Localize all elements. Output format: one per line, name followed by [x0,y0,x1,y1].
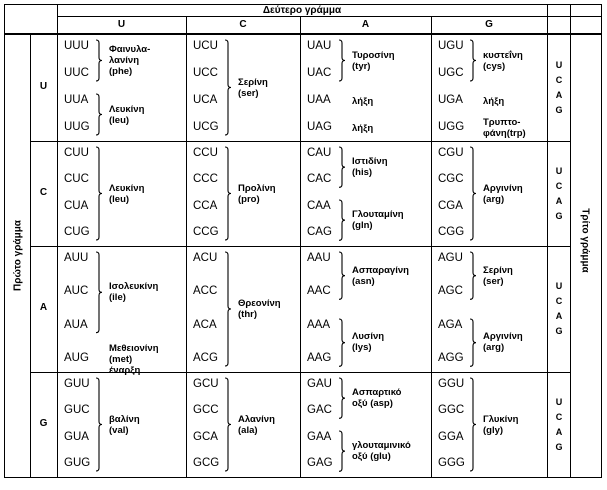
codon-aug: AUG [64,352,89,364]
codon-aag: AAG [307,352,332,364]
amino-acid-label: Θρεονίνη (thr) [238,298,281,320]
grid-line [30,141,547,142]
amino-acid-label: κυστεΐνη (cys) [483,49,523,72]
amino-acid-label: λήξη [483,95,505,107]
codon-cuu: CUU [64,147,89,159]
grid-line [431,16,432,478]
codon-uga: UGA [438,94,463,106]
amino-acid-label: λήξη [352,122,374,134]
codon-uag: UAG [307,121,332,133]
amino-acid-label: γλουταμινικό οξύ (glu) [352,439,411,462]
first-letter-label: Πρώτο γράμμα [12,220,24,291]
grid-line [57,4,58,478]
codon-uca: UCA [193,94,218,106]
codon-auc: AUC [64,285,89,298]
third-letter-g: G [555,441,563,452]
codon-ucg: UCG [193,121,219,133]
third-letter-g: G [555,210,563,221]
codon-acg: ACG [193,352,218,364]
codon-cgg: CGG [438,226,465,238]
codon-aaa: AAA [307,318,331,331]
grid-line [30,246,547,247]
codon-cua: CUA [64,199,89,212]
grid-line [547,4,548,478]
curly-brace-icon [95,251,103,334]
codon-gcc: GCC [193,404,219,417]
first-letter-c: C [39,186,48,198]
curly-brace-icon [469,318,477,367]
third-letter-u: U [555,165,563,176]
codon-aga: AGA [438,318,463,331]
amino-acid-label: Μεθειονίνη (met) έναρξη [109,342,159,376]
curly-brace-icon [338,430,346,472]
second-letter-title: Δεύτερο γράμμα [262,5,342,16]
codon-uuc: UUC [64,67,89,79]
amino-acid-label: Λυσίνη (lys) [352,331,385,354]
codon-uuu: UUU [64,40,89,52]
curly-brace-icon [469,377,477,472]
codon-gaa: GAA [307,430,332,443]
amino-acid-label: Γλουταμίνη (gln) [352,208,404,231]
amino-acid-label: Φαινυλα- λανίνη (phe) [109,44,151,77]
codon-gcg: GCG [193,457,220,469]
amino-acid-label: Αργινίνη (arg) [483,182,523,205]
codon-gag: GAG [307,457,333,469]
amino-acid-label: Τυροσίνη (tyr) [352,49,395,72]
codon-cag: CAG [307,226,332,238]
codon-ugc: UGC [438,67,464,79]
third-letter-g: G [555,104,563,115]
third-letter-c: C [555,74,563,85]
codon-acu: ACU [193,252,218,264]
codon-aua: AUA [64,318,88,331]
amino-acid-label: Τρυπτο- φάνη(trp) [483,117,526,139]
amino-acid-label: Σερίνη (ser) [238,76,268,99]
curly-brace-icon [95,39,103,82]
curly-brace-icon [338,199,346,241]
curly-brace-icon [469,251,477,300]
third-letter-label: Τρίτο γράμμα [579,208,591,273]
third-letter-a: A [555,311,563,321]
codon-uua: UUA [64,94,89,106]
codon-cca: CCA [193,199,218,212]
grid-line [547,141,570,142]
grid-line [300,16,301,478]
column-header-g: G [485,19,493,30]
codon-ucc: UCC [193,67,218,79]
third-letter-u: U [555,396,563,407]
codon-gug: GUG [64,457,91,469]
curly-brace-icon [469,146,477,241]
codon-gca: GCA [193,430,218,443]
curly-brace-icon [338,377,346,419]
amino-acid-label: βαλίνη (val) [109,413,140,436]
codon-cuc: CUC [64,173,89,186]
grid-line [186,16,187,478]
codon-aau: AAU [307,252,331,264]
grid-line [4,4,5,478]
first-letter-a: A [39,302,48,313]
codon-ccg: CCG [193,226,219,238]
codon-caa: CAA [307,199,331,212]
first-letter-u: U [39,80,48,92]
third-letter-c: C [555,180,563,191]
third-letter-u: U [555,59,563,70]
third-letter-g: G [555,326,563,336]
codon-ggg: GGG [438,457,465,469]
grid-line [601,4,602,478]
curly-brace-icon [469,39,477,82]
amino-acid-label: Λευκίνη (leu) [109,182,145,205]
codon-cga: CGA [438,199,463,212]
amino-acid-label: Ισολευκίνη (ile) [109,281,159,304]
curly-brace-icon [224,39,232,136]
third-letter-a: A [555,89,563,100]
third-letter-c: C [555,296,563,306]
curly-brace-icon [224,251,232,367]
codon-gga: GGA [438,430,464,443]
codon-aca: ACA [193,318,217,331]
third-letter-a: A [555,426,563,437]
codon-agc: AGC [438,285,463,298]
curly-brace-icon [95,93,103,136]
codon-guc: GUC [64,404,90,417]
grid-line [570,4,571,478]
codon-cgu: CGU [438,147,464,159]
column-header-a: A [361,19,370,30]
curly-brace-icon [338,251,346,300]
codon-ggu: GGU [438,378,465,390]
codon-acc: ACC [193,285,218,298]
codon-cug: CUG [64,226,90,238]
codon-gau: GAU [307,378,332,390]
codon-agg: AGG [438,352,464,364]
amino-acid-label: Αλανίνη (ala) [238,413,275,436]
amino-acid-label: Σερίνη (ser) [483,264,513,287]
amino-acid-label: λήξη [352,95,374,107]
curly-brace-icon [95,146,103,241]
codon-cau: CAU [307,147,332,159]
amino-acid-label: Λευκίνη (leu) [109,103,145,126]
codon-ggc: GGC [438,404,465,417]
amino-acid-label: Ασπαρτικό οξύ (asp) [352,387,402,410]
codon-gua: GUA [64,430,89,443]
grid-line [4,477,602,478]
amino-acid-label: Αργινίνη (arg) [483,331,523,354]
third-letter-c: C [555,411,563,422]
codon-uug: UUG [64,121,90,133]
curly-brace-icon [95,377,103,472]
codon-gcu: GCU [193,378,219,390]
codon-aac: AAC [307,285,331,298]
curly-brace-icon [338,318,346,367]
codon-uau: UAU [307,40,332,52]
codon-ccu: CCU [193,147,218,159]
curly-brace-icon [338,39,346,82]
codon-ccc: CCC [193,173,218,186]
amino-acid-label: Ασπαραγίνη (asn) [352,264,409,287]
codon-cgc: CGC [438,173,464,186]
amino-acid-label: Προλίνη (pro) [238,182,276,205]
amino-acid-label: Ιστιδίνη (his) [352,156,388,179]
codon-ugg: UGG [438,121,465,133]
curly-brace-icon [338,146,346,188]
codon-guu: GUU [64,378,90,390]
grid-line [547,246,570,247]
codon-cac: CAC [307,173,332,186]
grid-line [57,16,602,17]
grid-line [30,372,547,373]
codon-auu: AUU [64,252,89,264]
column-header-u: U [117,19,126,30]
third-letter-a: A [555,195,563,206]
third-letter-u: U [555,281,563,291]
grid-line [547,372,570,373]
codon-gac: GAC [307,404,332,417]
curly-brace-icon [224,146,232,241]
codon-agu: AGU [438,252,463,264]
grid-line [30,33,31,478]
curly-brace-icon [224,377,232,472]
first-letter-g: G [39,417,48,429]
codon-uac: UAC [307,67,332,79]
codon-uaa: UAA [307,94,331,106]
codon-ucu: UCU [193,40,218,52]
codon-ugu: UGU [438,40,464,52]
amino-acid-label: Γλυκίνη (gly) [483,413,519,436]
grid-line [4,34,602,35]
column-header-c: C [239,19,247,30]
